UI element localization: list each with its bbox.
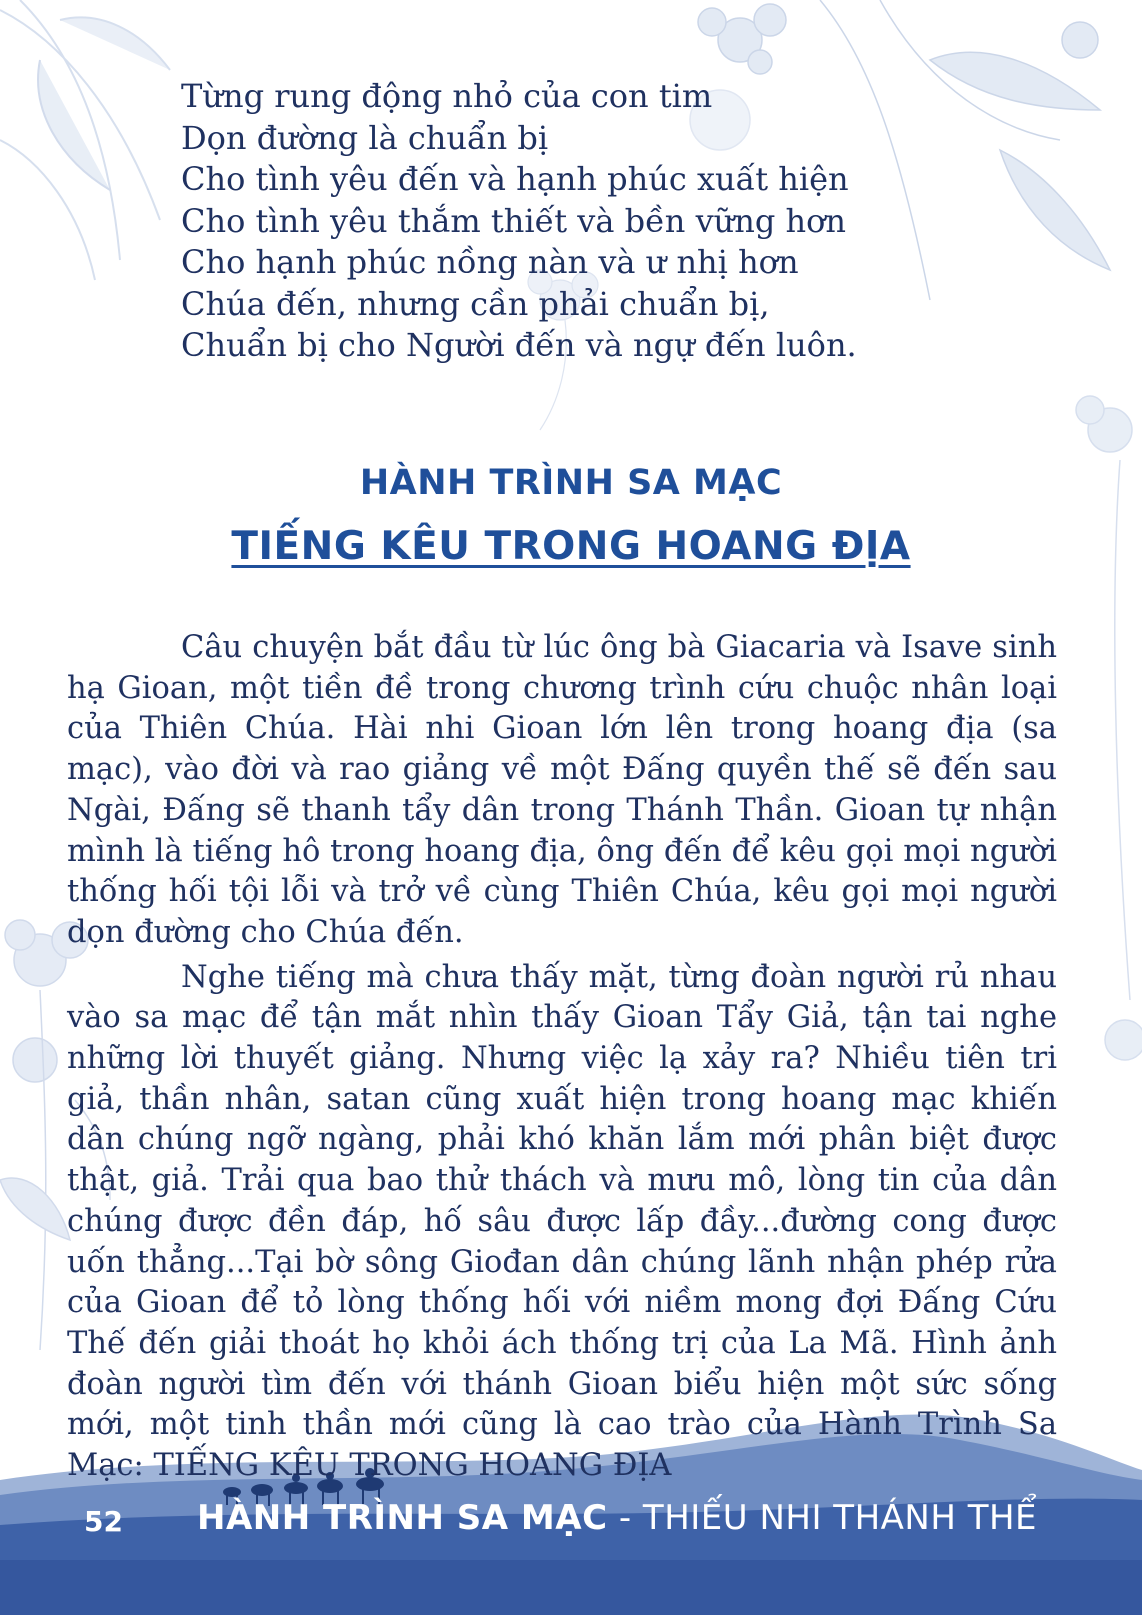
section-subheading <box>0 524 1142 569</box>
paragraph: Câu chuyện bắt đầu từ lúc ông bà Giacaria và Isave sinh hạ Gioan, một tiền đề trong chương trình cứu chuộc nhân loại của Thiên Chúa. Hài nhi Gioan lớn lên trong hoang địa (sa mạc), vào đời và rao giảng về một Đấng quyền thế sẽ đến sau Ngài, Đấng sẽ thanh tẩy dân trong Thánh Thần. Gioan tự nhận mình là tiếng hô trong hoang địa, ông đến để kêu gọi mọi người thống hối tội lỗi và trở về cùng Thiên Chúa, kêu gọi mọi người dọn đường cho Chúa đến. <box>67 630 1057 950</box>
botanical-decoration-top-left <box>0 0 170 280</box>
poem-line: Cho tình yêu thắm thiết và bền vững hơn <box>181 201 847 240</box>
footer-title-separator: - <box>607 1498 643 1538</box>
footer-title-regular: THIẾU NHI THÁNH THỂ <box>642 1498 1038 1538</box>
poem-line: Dọn đường là chuẩn bị <box>181 118 549 157</box>
poem-line: Chuẩn bị cho Người đến và ngự đến luôn. <box>181 326 857 364</box>
poem <box>181 76 857 367</box>
article-body <box>67 628 1057 1487</box>
poem-line: Cho hạnh phúc nồng nàn và ư nhị hơn <box>181 243 799 281</box>
poem-line: Từng rung động nhỏ của con tim <box>181 77 713 115</box>
footer-title-bold: HÀNH TRÌNH SA MẠC <box>197 1498 608 1538</box>
poem-line: Chúa đến, nhưng cần phải chuẩn bị, <box>181 284 770 323</box>
page-number: 52 <box>84 1505 123 1538</box>
running-footer-title <box>197 1498 1037 1538</box>
poem-line: Cho tình yêu đến và hạnh phúc xuất hiện <box>181 160 849 198</box>
section-subheading-text: TIẾNG KÊU TRONG HOANG ĐỊA <box>231 524 911 569</box>
section-heading: HÀNH TRÌNH SA MẠC <box>359 463 783 503</box>
paragraph: Nghe tiếng mà chưa thấy mặt, từng đoàn người rủ nhau vào sa mạc để tận mắt nhìn thấy Gioan Tẩy Giả, tận tai nghe những lời thuyết giảng. Nhưng việc lạ xảy ra? Nhiều tiên tri giả, thần nhân, satan cũng xuất hiện trong hoang mạc khiến dân chúng ngỡ ngàng, phải khó khăn lắm mới phân biệt được thật, giả. Trải qua bao thử thách và mưu mô, lòng tin của dân chúng được đền đáp, hố sâu được lấp đầy...đường cong được uốn thẳng...Tại bờ sông Giođan dân chúng lãnh nhận phép rửa của Gioan để tỏ lòng thống hối với niềm mong đợi Đấng Cứu Thế đến giải thoát họ khỏi ách thống trị của La Mã. Hình ảnh đoàn người tìm đến với thánh Gioan biểu hiện một sức sống mới, một tinh thần mới cũng là cao trào của Hành Trình Sa Mạc: TIẾNG KÊU TRONG HOANG ĐỊA <box>67 959 1057 1484</box>
